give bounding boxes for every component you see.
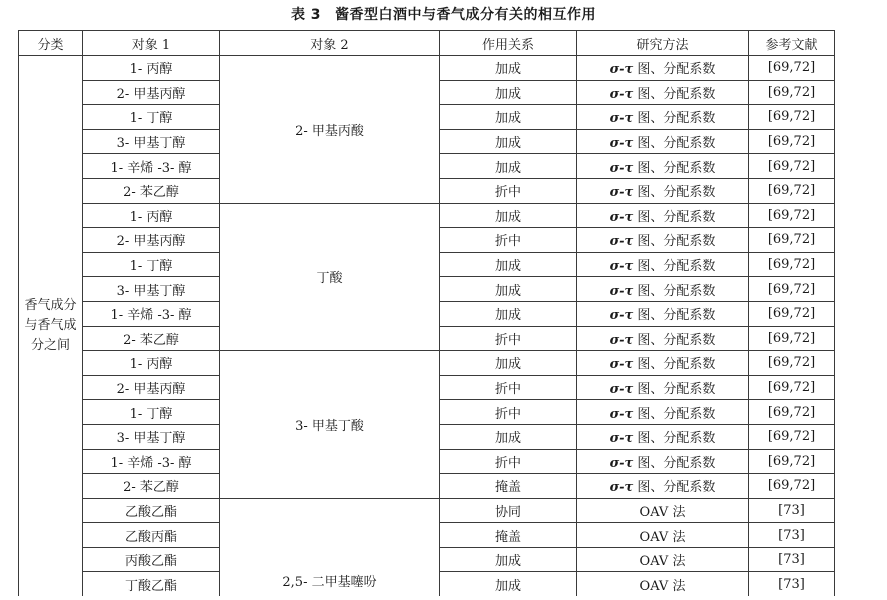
header-object-2: 对象 2: [220, 31, 440, 56]
reference-cell: [69,72]: [749, 301, 835, 326]
reference-cell: [69,72]: [749, 375, 835, 400]
sigma-tau-symbol: σ-τ: [609, 308, 634, 324]
method-text: 图、分配系数: [633, 234, 716, 250]
sigma-tau-symbol: σ-τ: [609, 406, 634, 422]
relation-cell: 掩盖: [440, 523, 577, 548]
reference-cell: [69,72]: [749, 105, 835, 130]
object-1-cell: 1- 丁醇: [83, 105, 220, 130]
reference-cell: [69,72]: [749, 351, 835, 376]
reference-cell: [69,72]: [749, 80, 835, 105]
object-1-cell: 丙酸乙酯: [83, 547, 220, 572]
sigma-tau-symbol: σ-τ: [609, 455, 634, 471]
interaction-table: [18, 30, 835, 596]
header-object-1: 对象 1: [83, 31, 220, 56]
method-cell: [577, 523, 749, 548]
category-cell: [19, 56, 83, 597]
relation-cell: 加成: [440, 301, 577, 326]
method-cell: [577, 228, 749, 253]
reference-cell: [69,72]: [749, 326, 835, 351]
category-line: 与香气成: [24, 318, 77, 334]
relation-cell: 折中: [440, 449, 577, 474]
method-cell: [577, 572, 749, 596]
method-text: OAV 法: [639, 529, 686, 545]
table-header: [19, 31, 835, 56]
reference-cell: [69,72]: [749, 400, 835, 425]
relation-cell: 折中: [440, 228, 577, 253]
object-1-cell: 2- 苯乙醇: [83, 474, 220, 499]
method-cell: [577, 449, 749, 474]
header-category: 分类: [19, 31, 83, 56]
object-1-cell: 2- 苯乙醇: [83, 178, 220, 203]
method-text: 图、分配系数: [633, 283, 716, 299]
relation-cell: 掩盖: [440, 474, 577, 499]
object-2-cell: 2- 甲基丙酸: [220, 56, 440, 204]
reference-cell: [69,72]: [749, 178, 835, 203]
method-text: 图、分配系数: [633, 62, 716, 78]
table-number: 表 3: [290, 7, 322, 23]
relation-cell: 协同: [440, 498, 577, 523]
relation-cell: 加成: [440, 547, 577, 572]
object-1-cell: 1- 丁醇: [83, 400, 220, 425]
object-2-cell: 2,5- 二甲基噻吩: [220, 498, 440, 596]
sigma-tau-symbol: σ-τ: [609, 234, 634, 250]
method-text: OAV 法: [639, 578, 686, 594]
sigma-tau-symbol: σ-τ: [609, 259, 634, 275]
relation-cell: 折中: [440, 400, 577, 425]
method-cell: [577, 301, 749, 326]
object-1-cell: 1- 辛烯 -3- 醇: [83, 449, 220, 474]
reference-cell: [69,72]: [749, 154, 835, 179]
sigma-tau-symbol: σ-τ: [609, 185, 634, 201]
object-1-cell: 2- 甲基丙醇: [83, 375, 220, 400]
reference-cell: [73]: [749, 523, 835, 548]
method-cell: [577, 80, 749, 105]
reference-cell: [69,72]: [749, 228, 835, 253]
object-1-cell: 2- 苯乙醇: [83, 326, 220, 351]
sigma-tau-symbol: σ-τ: [609, 62, 634, 78]
method-cell: [577, 424, 749, 449]
method-text: 图、分配系数: [633, 160, 716, 176]
method-text: OAV 法: [639, 504, 686, 520]
method-text: 图、分配系数: [633, 259, 716, 275]
method-text: 图、分配系数: [633, 357, 716, 373]
object-1-cell: 1- 丙醇: [83, 351, 220, 376]
reference-cell: [69,72]: [749, 449, 835, 474]
table-row: [19, 498, 835, 523]
sigma-tau-symbol: σ-τ: [609, 86, 634, 102]
object-2-cell: 3- 甲基丁酸: [220, 351, 440, 499]
method-text: 图、分配系数: [633, 185, 716, 201]
method-cell: [577, 252, 749, 277]
method-text: 图、分配系数: [633, 111, 716, 127]
object-1-cell: 2- 甲基丙醇: [83, 80, 220, 105]
method-cell: [577, 105, 749, 130]
method-text: 图、分配系数: [633, 382, 716, 398]
object-1-cell: 3- 甲基丁醇: [83, 129, 220, 154]
sigma-tau-symbol: σ-τ: [609, 209, 634, 225]
relation-cell: 加成: [440, 80, 577, 105]
sigma-tau-symbol: σ-τ: [609, 357, 634, 373]
method-cell: [577, 547, 749, 572]
object-1-cell: 1- 丁醇: [83, 252, 220, 277]
reference-cell: [73]: [749, 498, 835, 523]
table-row: [19, 56, 835, 81]
relation-cell: 折中: [440, 326, 577, 351]
method-cell: [577, 203, 749, 228]
reference-cell: [73]: [749, 572, 835, 596]
object-2-cell: 丁酸: [220, 203, 440, 351]
header-row: [19, 31, 835, 56]
category-line: 香气成分: [24, 298, 77, 314]
method-text: 图、分配系数: [633, 455, 716, 471]
method-cell: [577, 277, 749, 302]
sigma-tau-symbol: σ-τ: [609, 136, 634, 152]
reference-cell: [73]: [749, 547, 835, 572]
sigma-tau-symbol: σ-τ: [609, 480, 634, 496]
method-text: 图、分配系数: [633, 332, 716, 348]
object-1-cell: 乙酸乙酯: [83, 498, 220, 523]
method-text: 图、分配系数: [633, 480, 716, 496]
reference-cell: [69,72]: [749, 203, 835, 228]
method-cell: [577, 351, 749, 376]
relation-cell: 加成: [440, 424, 577, 449]
method-text: OAV 法: [639, 554, 686, 570]
relation-cell: 加成: [440, 129, 577, 154]
table-body: [19, 56, 835, 597]
header-reference: 参考文献: [749, 31, 835, 56]
method-cell: [577, 56, 749, 81]
reference-cell: [69,72]: [749, 424, 835, 449]
relation-cell: 加成: [440, 154, 577, 179]
category-line: 分之间: [30, 338, 70, 354]
relation-cell: 加成: [440, 105, 577, 130]
sigma-tau-symbol: σ-τ: [609, 283, 634, 299]
method-cell: [577, 375, 749, 400]
relation-cell: 加成: [440, 277, 577, 302]
method-cell: [577, 129, 749, 154]
sigma-tau-symbol: σ-τ: [609, 382, 634, 398]
relation-cell: 折中: [440, 375, 577, 400]
sigma-tau-symbol: σ-τ: [609, 431, 634, 447]
relation-cell: 加成: [440, 351, 577, 376]
method-cell: [577, 178, 749, 203]
sigma-tau-symbol: σ-τ: [609, 332, 634, 348]
table-row: [19, 203, 835, 228]
sigma-tau-symbol: σ-τ: [609, 111, 634, 127]
relation-cell: 加成: [440, 572, 577, 596]
object-1-cell: 1- 辛烯 -3- 醇: [83, 154, 220, 179]
object-1-cell: 1- 丙醇: [83, 203, 220, 228]
object-1-cell: 乙酸丙酯: [83, 523, 220, 548]
reference-cell: [69,72]: [749, 56, 835, 81]
method-text: 图、分配系数: [633, 86, 716, 102]
object-1-cell: 2- 甲基丙醇: [83, 228, 220, 253]
object-1-cell: 3- 甲基丁醇: [83, 424, 220, 449]
method-cell: [577, 498, 749, 523]
object-1-cell: 3- 甲基丁醇: [83, 277, 220, 302]
reference-cell: [69,72]: [749, 474, 835, 499]
relation-cell: 加成: [440, 56, 577, 81]
table-caption: [0, 6, 887, 24]
object-1-cell: 1- 丙醇: [83, 56, 220, 81]
reference-cell: [69,72]: [749, 129, 835, 154]
method-text: 图、分配系数: [633, 209, 716, 225]
method-cell: [577, 154, 749, 179]
method-cell: [577, 400, 749, 425]
object-1-cell: 1- 辛烯 -3- 醇: [83, 301, 220, 326]
table-title: 酱香型白酒中与香气成分有关的相互作用: [335, 7, 597, 23]
method-text: 图、分配系数: [633, 406, 716, 422]
method-text: 图、分配系数: [633, 136, 716, 152]
header-method: 研究方法: [577, 31, 749, 56]
method-cell: [577, 474, 749, 499]
header-relation: 作用关系: [440, 31, 577, 56]
relation-cell: 折中: [440, 178, 577, 203]
table-row: [19, 351, 835, 376]
sigma-tau-symbol: σ-τ: [609, 160, 634, 176]
method-cell: [577, 326, 749, 351]
method-text: 图、分配系数: [633, 308, 716, 324]
reference-cell: [69,72]: [749, 277, 835, 302]
method-text: 图、分配系数: [633, 431, 716, 447]
reference-cell: [69,72]: [749, 252, 835, 277]
object-1-cell: 丁酸乙酯: [83, 572, 220, 596]
relation-cell: 加成: [440, 203, 577, 228]
relation-cell: 加成: [440, 252, 577, 277]
